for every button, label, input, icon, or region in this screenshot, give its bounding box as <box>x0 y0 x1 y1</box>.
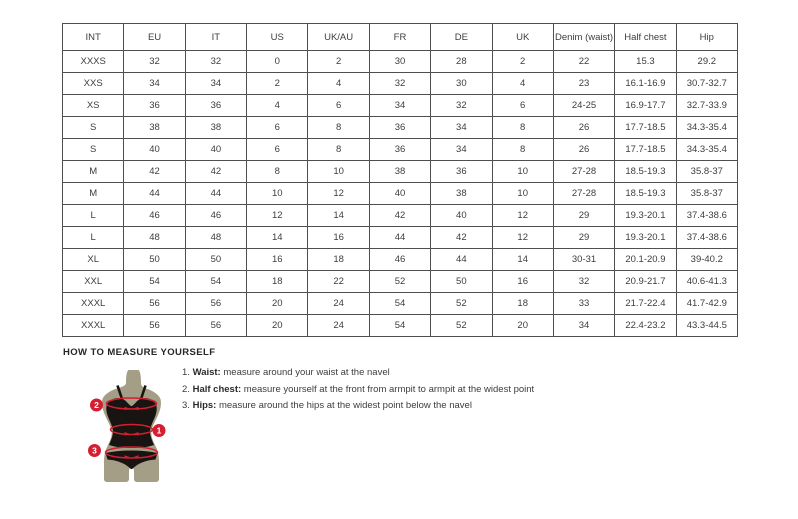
column-header: INT <box>63 24 124 51</box>
size-value-cell: 43.3-44.5 <box>676 315 737 337</box>
size-value-cell: 18.5-19.3 <box>615 183 676 205</box>
size-value-cell: 6 <box>308 95 369 117</box>
size-value-cell: 4 <box>492 73 553 95</box>
measure-steps <box>182 365 534 415</box>
size-row <box>63 315 738 337</box>
size-value-cell: 20 <box>247 315 308 337</box>
size-value-cell: 52 <box>369 271 430 293</box>
svg-text:3: 3 <box>92 445 97 456</box>
header-row <box>63 24 738 51</box>
size-value-cell: 16.9-17.7 <box>615 95 676 117</box>
size-value-cell: 36 <box>431 161 492 183</box>
size-value-cell: 14 <box>492 249 553 271</box>
size-value-cell: 19.3-20.1 <box>615 227 676 249</box>
size-value-cell: 54 <box>369 293 430 315</box>
size-value-cell: 14 <box>308 205 369 227</box>
column-header: FR <box>369 24 430 51</box>
size-value-cell: 2 <box>492 51 553 73</box>
size-row <box>63 205 738 227</box>
size-row <box>63 293 738 315</box>
size-value-cell: 16 <box>492 271 553 293</box>
size-value-cell: 42 <box>369 205 430 227</box>
size-value-cell: 10 <box>492 161 553 183</box>
size-row <box>63 227 738 249</box>
size-value-cell: 27-28 <box>553 183 614 205</box>
size-value-cell: 32 <box>431 95 492 117</box>
size-value-cell: 35.8-37 <box>676 183 737 205</box>
size-row <box>63 249 738 271</box>
size-value-cell: 35.8-37 <box>676 161 737 183</box>
size-value-cell: 44 <box>431 249 492 271</box>
size-value-cell: 44 <box>185 183 246 205</box>
size-value-cell: 18 <box>247 271 308 293</box>
size-value-cell: 42 <box>431 227 492 249</box>
size-value-cell: 16 <box>247 249 308 271</box>
size-row <box>63 161 738 183</box>
size-value-cell: 38 <box>369 161 430 183</box>
size-value-cell: 40.6-41.3 <box>676 271 737 293</box>
size-value-cell: 32.7-33.9 <box>676 95 737 117</box>
size-label-cell: XXXS <box>63 51 124 73</box>
size-value-cell: 20.9-21.7 <box>615 271 676 293</box>
size-value-cell: 34 <box>185 73 246 95</box>
size-value-cell: 12 <box>492 205 553 227</box>
size-value-cell: 23 <box>553 73 614 95</box>
size-value-cell: 14 <box>247 227 308 249</box>
size-label-cell: XXS <box>63 73 124 95</box>
size-value-cell: 22.4-23.2 <box>615 315 676 337</box>
badge-3-icon <box>88 444 101 457</box>
size-value-cell: 10 <box>247 183 308 205</box>
column-header: Hip <box>676 24 737 51</box>
size-label-cell: M <box>63 161 124 183</box>
size-value-cell: 33 <box>553 293 614 315</box>
size-value-cell: 32 <box>553 271 614 293</box>
size-value-cell: 8 <box>308 117 369 139</box>
size-value-cell: 36 <box>124 95 185 117</box>
size-label-cell: XL <box>63 249 124 271</box>
size-row <box>63 183 738 205</box>
size-value-cell: 22 <box>553 51 614 73</box>
size-value-cell: 34 <box>431 117 492 139</box>
size-label-cell: L <box>63 227 124 249</box>
size-value-cell: 18 <box>308 249 369 271</box>
size-label-cell: XXXL <box>63 315 124 337</box>
size-value-cell: 30-31 <box>553 249 614 271</box>
measure-step <box>182 382 534 399</box>
size-label-cell: S <box>63 139 124 161</box>
size-value-cell: 19.3-20.1 <box>615 205 676 227</box>
svg-text:2: 2 <box>94 400 99 410</box>
size-value-cell: 40 <box>431 205 492 227</box>
column-header: EU <box>124 24 185 51</box>
column-header: DE <box>431 24 492 51</box>
size-value-cell: 24-25 <box>553 95 614 117</box>
size-value-cell: 18.5-19.3 <box>615 161 676 183</box>
mannequin-icon <box>102 370 161 482</box>
size-value-cell: 27-28 <box>553 161 614 183</box>
size-value-cell: 34 <box>124 73 185 95</box>
size-value-cell: 34.3-35.4 <box>676 117 737 139</box>
size-value-cell: 38 <box>185 117 246 139</box>
size-value-cell: 34 <box>553 315 614 337</box>
size-value-cell: 29 <box>553 227 614 249</box>
size-value-cell: 8 <box>308 139 369 161</box>
size-row <box>63 271 738 293</box>
size-value-cell: 34 <box>369 95 430 117</box>
size-row <box>63 73 738 95</box>
step-number: 2. <box>182 383 190 395</box>
size-value-cell: 54 <box>185 271 246 293</box>
size-value-cell: 50 <box>185 249 246 271</box>
column-header: IT <box>185 24 246 51</box>
size-value-cell: 38 <box>431 183 492 205</box>
size-label-cell: M <box>63 183 124 205</box>
size-value-cell: 34.3-35.4 <box>676 139 737 161</box>
step-label: Half chest: <box>192 383 242 395</box>
size-value-cell: 37.4-38.6 <box>676 227 737 249</box>
step-text: measure yourself at the front from armpit to armpit at the widest point <box>243 383 535 395</box>
step-text: measure around your waist at the navel <box>223 367 390 378</box>
column-header: Denim (waist) <box>553 24 614 51</box>
size-value-cell: 28 <box>431 51 492 73</box>
column-header: US <box>247 24 308 51</box>
size-value-cell: 52 <box>431 315 492 337</box>
size-value-cell: 36 <box>369 117 430 139</box>
column-header: UK/AU <box>308 24 369 51</box>
size-value-cell: 39-40.2 <box>676 249 737 271</box>
size-value-cell: 36 <box>185 95 246 117</box>
size-value-cell: 6 <box>247 117 308 139</box>
step-label: Waist: <box>192 367 221 378</box>
size-value-cell: 37.4-38.6 <box>676 205 737 227</box>
size-value-cell: 32 <box>185 51 246 73</box>
size-value-cell: 24 <box>308 315 369 337</box>
size-value-cell: 12 <box>247 205 308 227</box>
step-label: Hips: <box>192 400 217 411</box>
size-value-cell: 56 <box>185 293 246 315</box>
size-value-cell: 50 <box>124 249 185 271</box>
size-value-cell: 40 <box>124 139 185 161</box>
size-value-cell: 0 <box>247 51 308 73</box>
size-value-cell: 36 <box>369 139 430 161</box>
size-value-cell: 38 <box>124 117 185 139</box>
column-header: Half chest <box>615 24 676 51</box>
size-value-cell: 20 <box>247 293 308 315</box>
size-value-cell: 32 <box>124 51 185 73</box>
measure-title: HOW TO MEASURE YOURSELF <box>63 347 216 358</box>
size-value-cell: 6 <box>247 139 308 161</box>
size-label-cell: XXL <box>63 271 124 293</box>
size-value-cell: 2 <box>308 51 369 73</box>
size-value-cell: 4 <box>308 73 369 95</box>
size-value-cell: 26 <box>553 117 614 139</box>
size-value-cell: 12 <box>492 227 553 249</box>
size-row <box>63 95 738 117</box>
column-header: UK <box>492 24 553 51</box>
size-value-cell: 40 <box>185 139 246 161</box>
size-label-cell: XS <box>63 95 124 117</box>
size-value-cell: 10 <box>308 161 369 183</box>
size-value-cell: 54 <box>369 315 430 337</box>
size-value-cell: 42 <box>124 161 185 183</box>
size-row <box>63 117 738 139</box>
size-label-cell: L <box>63 205 124 227</box>
size-value-cell: 30.7-32.7 <box>676 73 737 95</box>
size-value-cell: 16.1-16.9 <box>615 73 676 95</box>
size-value-cell: 30 <box>431 73 492 95</box>
size-value-cell: 10 <box>492 183 553 205</box>
size-value-cell: 42 <box>185 161 246 183</box>
size-value-cell: 29 <box>553 205 614 227</box>
size-value-cell: 2 <box>247 73 308 95</box>
size-chart-body <box>63 51 738 337</box>
size-value-cell: 50 <box>431 271 492 293</box>
size-row <box>63 51 738 73</box>
size-value-cell: 20.1-20.9 <box>615 249 676 271</box>
size-value-cell: 17.7-18.5 <box>615 117 676 139</box>
size-value-cell: 12 <box>308 183 369 205</box>
size-value-cell: 46 <box>369 249 430 271</box>
step-text: measure around the hips at the widest point below the navel <box>218 400 472 411</box>
size-value-cell: 8 <box>492 139 553 161</box>
size-value-cell: 56 <box>124 315 185 337</box>
step-number: 3. <box>182 400 190 411</box>
measure-step <box>182 398 534 415</box>
size-label-cell: S <box>63 117 124 139</box>
size-value-cell: 44 <box>369 227 430 249</box>
size-value-cell: 8 <box>492 117 553 139</box>
size-value-cell: 6 <box>492 95 553 117</box>
size-value-cell: 52 <box>431 293 492 315</box>
badge-1-icon <box>153 424 166 437</box>
badge-2-icon <box>90 399 103 412</box>
size-value-cell: 8 <box>247 161 308 183</box>
size-value-cell: 17.7-18.5 <box>615 139 676 161</box>
size-label-cell: XXXL <box>63 293 124 315</box>
size-value-cell: 15.3 <box>615 51 676 73</box>
size-value-cell: 18 <box>492 293 553 315</box>
size-value-cell: 48 <box>185 227 246 249</box>
size-value-cell: 21.7-22.4 <box>615 293 676 315</box>
size-value-cell: 16 <box>308 227 369 249</box>
step-number: 1. <box>182 367 190 378</box>
size-value-cell: 4 <box>247 95 308 117</box>
size-value-cell: 46 <box>124 205 185 227</box>
size-value-cell: 48 <box>124 227 185 249</box>
size-value-cell: 29.2 <box>676 51 737 73</box>
size-value-cell: 46 <box>185 205 246 227</box>
size-value-cell: 54 <box>124 271 185 293</box>
size-chart-table <box>62 23 738 337</box>
size-value-cell: 56 <box>185 315 246 337</box>
size-value-cell: 40 <box>369 183 430 205</box>
size-value-cell: 24 <box>308 293 369 315</box>
size-value-cell: 56 <box>124 293 185 315</box>
size-value-cell: 22 <box>308 271 369 293</box>
measure-step <box>182 365 534 382</box>
size-value-cell: 32 <box>369 73 430 95</box>
size-row <box>63 139 738 161</box>
size-value-cell: 20 <box>492 315 553 337</box>
size-value-cell: 26 <box>553 139 614 161</box>
size-value-cell: 44 <box>124 183 185 205</box>
size-value-cell: 41.7-42.9 <box>676 293 737 315</box>
svg-text:1: 1 <box>156 425 162 436</box>
size-value-cell: 30 <box>369 51 430 73</box>
size-value-cell: 34 <box>431 139 492 161</box>
